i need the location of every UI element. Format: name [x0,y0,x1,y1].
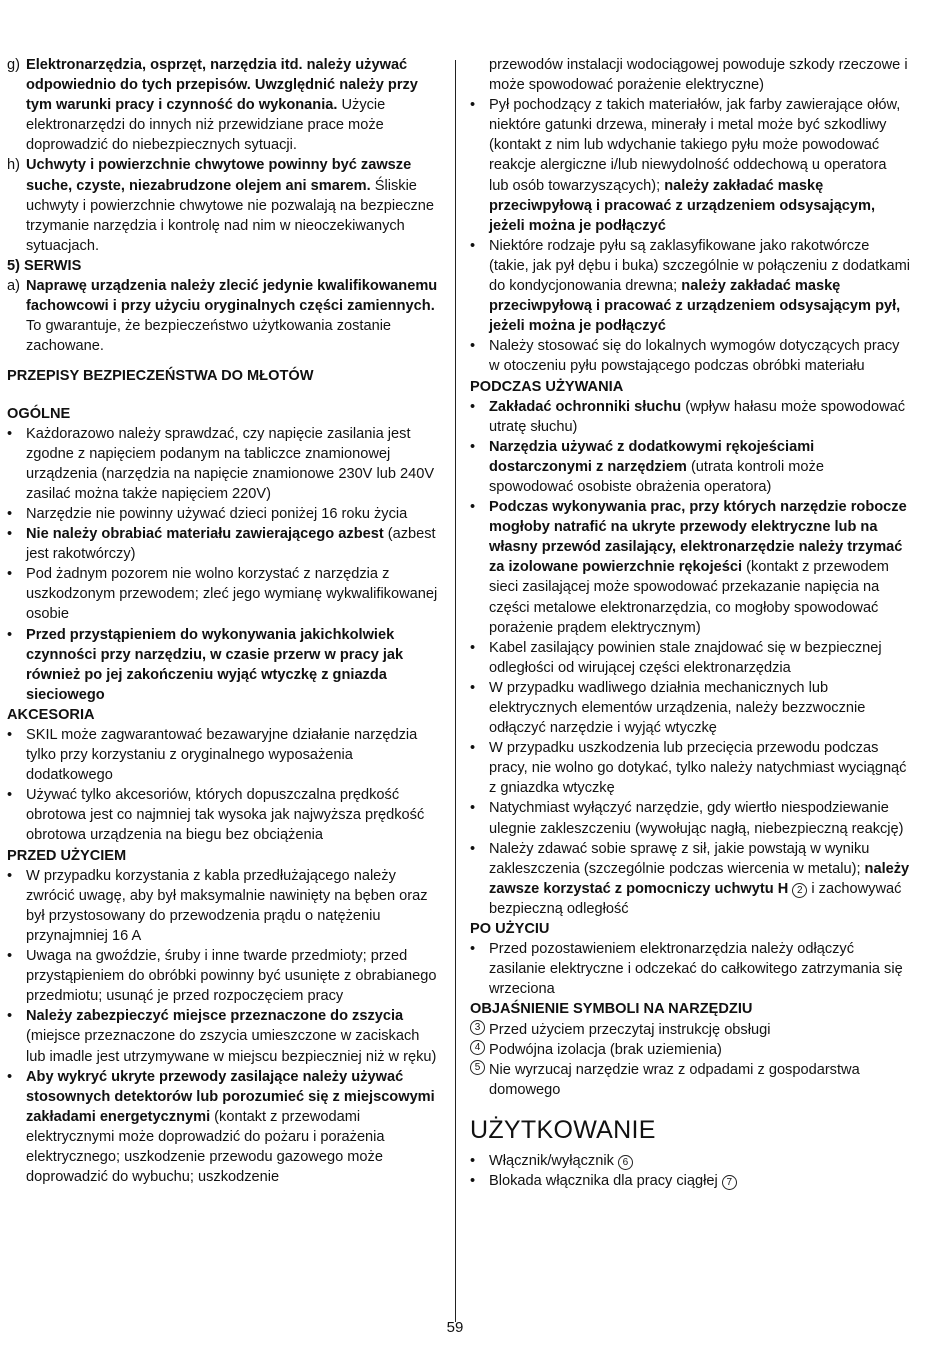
body-text: (wpływ hałasu może spowodować utratę słuchu) [489,398,906,435]
body-text: (kontakt z przewodami elektrycznymi może doprowadzić do pożaru i porażenia elektrycznego; uszkodzenie przewodu gazowego może doprowadzić do wybuchu; uszkodzenie [26,1108,385,1186]
bullet: • [7,425,13,442]
list-item [7,725,439,785]
body-text: Przed użyciem przeczytaj instrukcję obsługi [489,1021,771,1038]
body-text: W przypadku uszkodzenia lub przecięcia przewodu podczas pracy, nie wolno go dotykać, tylko należy natychmiast wyciągnąć z gniazdka wtyczkę [489,740,907,797]
list-item [7,625,439,705]
bold-text: Przed przystąpieniem do wykonywania jakichkolwiek czynności przy narzędziu, w czasie przerw w pracy jak również po jej zakończeniu wyjąć wtyczkę z gniazda sieciowego [26,626,404,703]
body-text: Przed pozostawieniem elektronarzędzia należy odłączyć zasilanie elektryczne i odczekać do całkowitego zatrzymania się wrzeciona [489,941,903,998]
section-heading-przed-uzyciem: PRZED UŻYCIEM [7,847,127,864]
bullet: • [470,1172,476,1189]
page-number: 59 [446,1319,464,1336]
bullet: • [470,679,476,696]
list-item [470,839,910,919]
bold-text: należy zakładać maskę przeciwpyłową i pracować z urządzeniem odsysającym, jeżeli można je podłączyć [489,177,876,234]
bold-text: Zakładać ochronniki słuchu [489,398,682,415]
body-text: Każdorazowo należy sprawdzać, czy napięcie zasilania jest zgodne z napięciem podanym na tabliczce znamionowej urządzenia (narzędzia na napięcie znamionowe 230V lub 240V zasilać można także napięciem 220V) [26,425,435,502]
figure-ref-circle: 5 [470,1060,485,1075]
section-title-uzytkowanie: UŻYTKOWANIE [470,1115,656,1144]
symbol-item [470,1060,910,1100]
body-text: To gwarantuje, że bezpieczeństwo użytkowania zostanie zachowane. [26,318,392,355]
section-heading-ogolne: OGÓLNE [7,405,71,422]
body-text: Używać tylko akcesoriów, których dopuszczalna prędkość obrotowa jest co najmniej tak wysoka jak najwyższa prędkość obrotowa urządzenia na biegu bez obciążenia [26,787,425,844]
body-text: Śliskie uchwyty i powierzchnie chwytowe nie pozwalają na bezpieczne trzymanie narzędzia i kontrolę nad nim w nieoczekiwanych sytuacjach. [26,177,435,254]
symbol-item [470,1040,910,1060]
item-g [7,55,439,155]
list-item [470,738,910,798]
bullet: • [470,1152,476,1169]
bullet: • [7,505,13,522]
bullet: • [7,727,13,743]
body-text: Należy zdawać sobie sprawę z sił, jakie powstają w wyniku zakleszczenia (szczególnie podczas wiercenia w metalu); [489,840,870,877]
body-text: Uwaga na gwoździe, śruby i inne twarde przedmioty; przed przystąpieniem do obróbki powinny być usunięte z obrabianego przedmiotu; usunąć je przed rozpoczęciem pracy [26,948,437,1005]
figure-ref-circle: 4 [470,1040,485,1055]
item-marker: a) [7,278,20,295]
body-text: przewodów instalacji wodociągowej powoduje szkody rzeczowe i może spowodować porażenie elektryczne) [489,57,908,94]
section-heading-serwis: 5) SERWIS [7,257,82,274]
body-text: Kabel zasilający powinien stale znajdować się w bezpiecznej odległości od wirującej części elektronarzędzia [489,639,882,676]
right-column [470,55,910,1191]
item-a [7,276,439,356]
body-text: Narzędzie nie powinny używać dzieci poniżej 16 roku życia [26,505,408,522]
body-text: (azbest jest rakotwórczy) [26,526,436,563]
bold-text: Nie należy obrabiać materiału zawierającego azbest [26,526,384,543]
bullet: • [7,626,13,643]
item-h [7,155,439,255]
bold-text: Naprawę urządzenia należy zlecić jedynie kwalifikowanemu fachowcowi i przy użyciu oryginalnych części zamiennych. [26,278,438,315]
body-text: Użycie elektronarzędzi do innych niż przewidziane prace może doprowadzić do niebezpiecznych sytuacji. [26,97,386,154]
body-text: (miejsce przeznaczone do zszycia umieszczone w zaciskach lub imadle jest utrzymywane w miejscu bezpieczniej niż w ręku) [26,1028,437,1065]
list-item [7,785,439,845]
body-text: (utrata kontroli może spowodować osobiste obrażenia operatora) [489,458,824,495]
bold-text: Należy zabezpieczyć miejsce przeznaczone do zszycia [26,1008,404,1025]
figure-ref-circle: 3 [470,1020,485,1035]
bullet: • [470,499,476,516]
body-text: (kontakt z przewodem sieci zasilającej może spowodować przekazanie napięcia na części metalowe elektronarzędzia, co mogłoby spowodować porażenie prądem elektrycznym) [489,559,889,636]
body-text: Włącznik/wyłącznik [489,1152,618,1169]
list-item [470,1151,910,1171]
list-item [470,236,910,336]
section-heading-przepisy: PRZEPISY BEZPIECZEŃSTWA DO MŁOTÓW [7,368,314,385]
list-item [470,678,910,738]
item-marker: g) [7,57,20,73]
list-item [470,397,910,437]
section-heading-podczas-uzywania: PODCZAS UŻYWANIA [470,378,624,395]
bold-text: należy zakładać maskę przeciwpyłową i pracować z urządzeniem odsysającym pył, jeżeli można je podłączyć [489,278,901,335]
list-item [470,336,910,376]
bullet: • [470,740,476,757]
list-item [7,1006,439,1066]
bold-text: Elektronarzędzia, osprzęt, narzędzia itd. należy używać odpowiednio do tych przepisów. Uwzględnić należy przy tym warunki pracy i czynność do wykonania. [26,57,418,114]
bullet: • [7,948,13,965]
body-text: Nie wyrzucaj narzędzie wraz z odpadami z gospodarstwa domowego [489,1061,860,1098]
list-item [7,524,439,564]
body-text: Pył pochodzący z takich materiałów, jak farby zawierające ołów, niektóre gatunki drzewa, minerały i metal może być szkodliwy (kontakt z nim lub wdychanie takiego pyłu może powodować reakcje alergiczne i/lub niewydolność oddechową u operatora lub osób towarzyszących); [489,97,901,194]
list-item [470,95,910,236]
bullet: • [7,566,13,583]
bullet: • [470,941,476,958]
bullet: • [470,237,476,254]
list-item [7,866,439,946]
left-column [7,55,439,1187]
list-item [470,638,910,678]
list-item [7,1067,439,1188]
figure-ref-circle: 6 [618,1155,633,1170]
bullet: • [470,639,476,656]
body-text: W przypadku wadliwego działnia mechanicznych lub elektrycznych elementów urządzenia, należy bezzwocznie odłączyć narzędzie i wyjąć wtyczkę [489,679,866,737]
bold-text: Aby wykryć ukryte przewody zasilające należy używać stosownych detektorów lub porozumieć się z miejscowymi zakładami energetycznymi [26,1068,435,1125]
bullet: • [7,787,13,804]
list-item [470,437,910,497]
bold-text: należy zawsze korzystać z pomocniczy uchwytu H [489,860,910,897]
figure-ref-circle: 7 [722,1175,737,1190]
figure-ref-circle: 2 [792,883,807,898]
bold-text: Uchwyty i powierzchnie chwytowe powinny być zawsze suche, czyste, niezabrudzone olejem ani smarem. [26,157,412,194]
item-marker: h) [7,157,20,174]
bullet: • [470,398,476,415]
bullet: • [470,840,476,857]
bullet: • [7,1068,13,1085]
body-text: i zachowywać bezpieczną odległość [489,880,902,917]
section-heading-akcesoria: AKCESORIA [7,706,95,723]
bullet: • [470,800,476,817]
list-item [470,497,910,638]
body-text: Natychmiast wyłączyć narzędzie, gdy wiertło niespodziewanie ulegnie zakleszczeniu (wywołując nagłą, niebezpieczną reakcję) [489,800,904,837]
body-text: Należy stosować się do lokalnych wymogów dotyczących pracy w otoczeniu pyłu powstającego podczas obróbki materiału [489,338,900,375]
section-heading-po-uzyciu: PO UŻYCIU [470,921,550,938]
list-item [7,424,439,504]
body-text: W przypadku korzystania z kabla przedłużającego należy zwrócić uwagę, aby był maksymalnie nawinięty na bęben oraz był przystosowany do przewodzenia prądu o natężeniu przynajmniej 16 A [26,867,428,944]
bullet: • [470,438,476,455]
body-text: Blokada włącznika dla pracy ciągłej [489,1172,722,1189]
symbol-item [470,1020,910,1040]
list-item-continued [470,55,910,95]
list-item [7,504,439,524]
list-item [470,798,910,838]
bullet: • [7,867,13,884]
bold-text: Podczas wykonywania prac, przy których narzędzie robocze mogłoby natrafić na ukryte przewody elektryczne lub na własny przewód zasilający, elektronarzędzie należy trzymać za izolowane powierzchnie rękojeści [489,499,907,576]
body-text: SKIL może zagwarantować bezawaryjne działanie narzędzia tylko przy korzystaniu z oryginalnego wyposażenia dodatkowego [26,727,418,784]
body-text: Podwójna izolacja (brak uziemienia) [489,1041,722,1058]
list-item [470,939,910,999]
body-text: Pod żadnym pozorem nie wolno korzystać z narzędzia z uszkodzonym przewodem; zleć jego wymianę wykwalifikowanej osobie [26,566,438,623]
bold-text: Narzędzia używać z dodatkowymi rękojeściami dostarczonymi z narzędziem [489,438,815,475]
bullet: • [470,338,476,355]
bullet: • [7,526,13,543]
list-item [7,564,439,624]
section-heading-objasnienie: OBJAŚNIENIE SYMBOLI NA NARZĘDZIU [470,1001,753,1018]
column-divider [455,60,456,1322]
bullet: • [470,97,476,114]
bullet: • [7,1008,13,1025]
list-item [470,1171,910,1191]
list-item [7,946,439,1006]
body-text: Niektóre rodzaje pyłu są zaklasyfikowane jako rakotwórcze (takie, jak pył dębu i buka) szczególnie w połączeniu z dodatkami do kondycjonowania drewna; [489,237,911,295]
